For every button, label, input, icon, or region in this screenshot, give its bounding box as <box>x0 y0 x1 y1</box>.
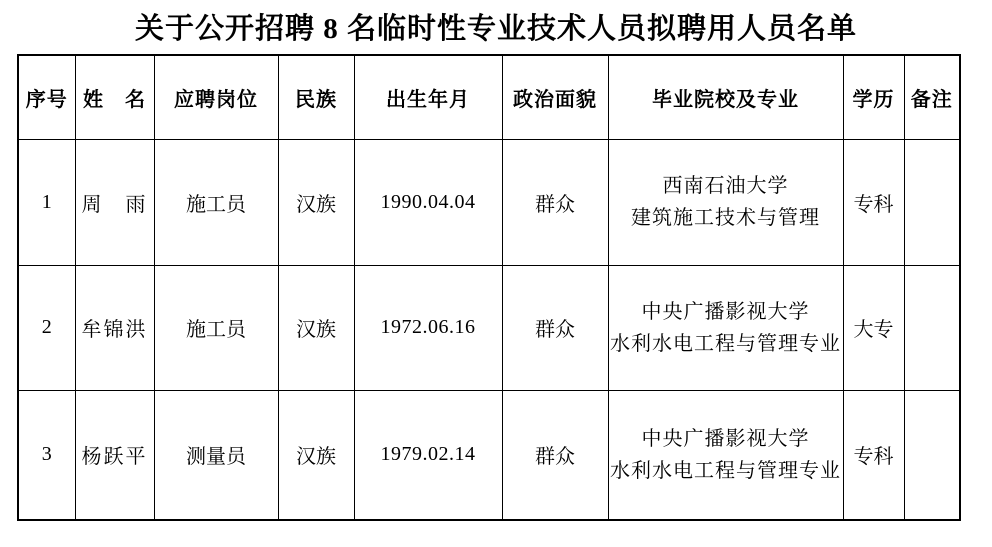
cell-political: 群众 <box>502 265 608 390</box>
header-cell-name: 姓 名 <box>75 55 154 139</box>
cell-education: 大专 <box>843 265 904 390</box>
cell-name: 杨跃平 <box>75 390 154 520</box>
cell-remark <box>904 265 960 390</box>
cell-political: 群众 <box>502 139 608 265</box>
major-name: 水利水电工程与管理专业 <box>610 459 841 482</box>
header-cell-political: 政治面貌 <box>502 55 608 139</box>
header-cell-birth: 出生年月 <box>354 55 502 139</box>
cell-birth: 1979.02.14 <box>354 390 502 520</box>
cell-school <box>608 390 843 520</box>
cell-political: 群众 <box>502 390 608 520</box>
cell-no: 3 <box>18 390 75 520</box>
cell-education: 专科 <box>843 390 904 520</box>
cell-position: 测量员 <box>154 390 278 520</box>
header-cell-school: 毕业院校及专业 <box>608 55 843 139</box>
major-name: 建筑施工技术与管理 <box>631 207 820 229</box>
header-cell-no: 序号 <box>18 55 75 139</box>
cell-education: 专科 <box>843 139 904 265</box>
table-row <box>18 265 960 390</box>
cell-name: 牟锦洪 <box>75 265 154 390</box>
cell-remark <box>904 139 960 265</box>
school-name: 中央广播影视大学 <box>641 300 810 323</box>
cell-school <box>608 139 843 265</box>
table-row <box>18 390 960 520</box>
page-title: 关于公开招聘 8 名临时性专业技术人员拟聘用人员名单 <box>134 13 857 45</box>
school-name: 西南石油大学 <box>662 175 789 197</box>
cell-school <box>608 265 843 390</box>
recruitment-table <box>17 54 961 521</box>
cell-no: 2 <box>18 265 75 390</box>
cell-ethnicity: 汉族 <box>278 390 354 520</box>
header-cell-position: 应聘岗位 <box>154 55 278 139</box>
cell-remark <box>904 390 960 520</box>
cell-position: 施工员 <box>154 139 278 265</box>
cell-name: 周 雨 <box>75 139 154 265</box>
header-cell-remark: 备注 <box>904 55 960 139</box>
cell-no: 1 <box>18 139 75 265</box>
school-name: 中央广播影视大学 <box>641 427 810 450</box>
cell-ethnicity: 汉族 <box>278 265 354 390</box>
header-cell-ethnicity: 民族 <box>278 55 354 139</box>
major-name: 水利水电工程与管理专业 <box>610 332 841 355</box>
cell-position: 施工员 <box>154 265 278 390</box>
header-cell-education: 学历 <box>843 55 904 139</box>
table-row <box>18 139 960 265</box>
table-header-row <box>18 55 960 139</box>
cell-birth: 1990.04.04 <box>354 139 502 265</box>
cell-birth: 1972.06.16 <box>354 265 502 390</box>
cell-ethnicity: 汉族 <box>278 139 354 265</box>
